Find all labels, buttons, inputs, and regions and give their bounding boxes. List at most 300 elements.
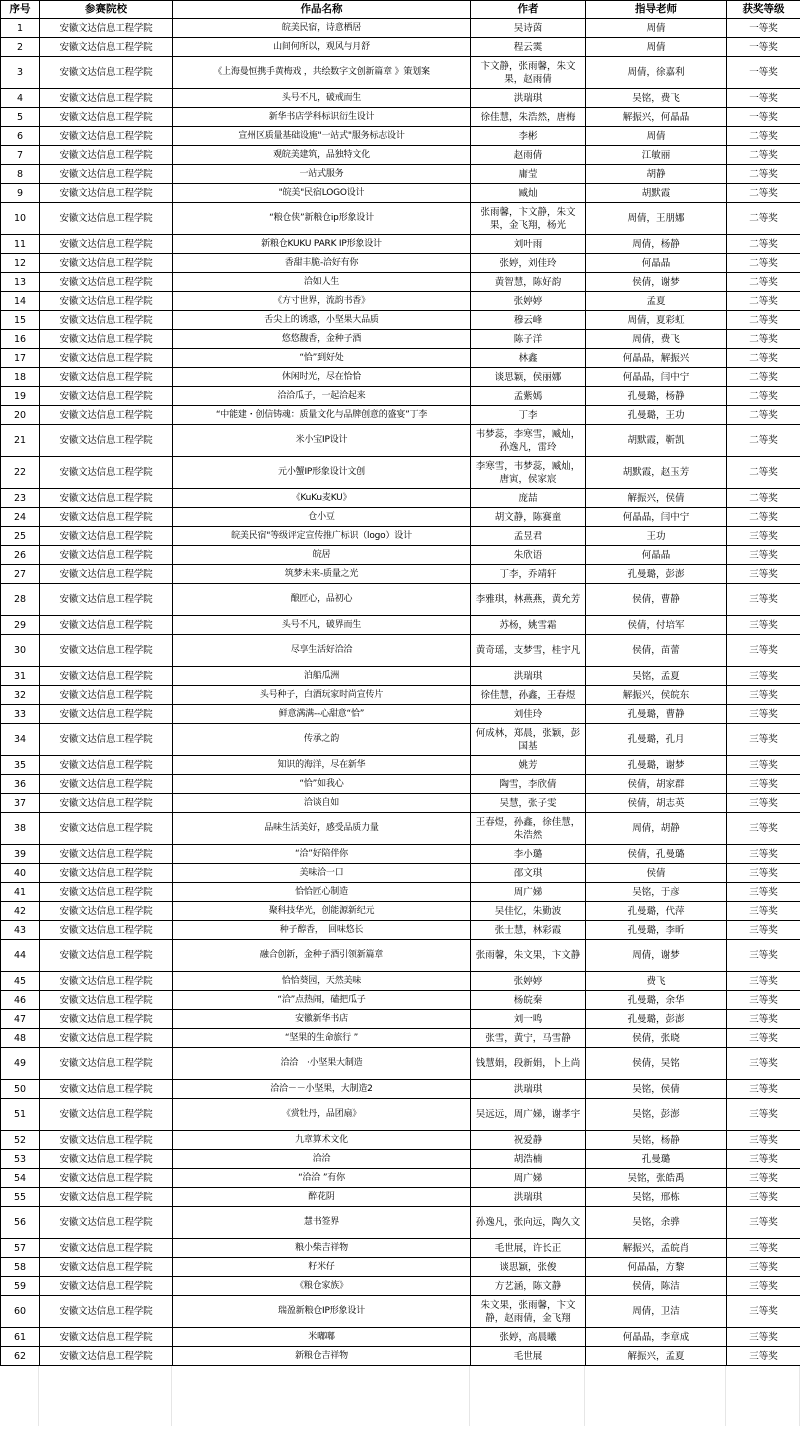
table-row — [1, 184, 800, 203]
header-no: 序号 — [1, 1, 40, 19]
cell-advisor: 孔曼璐，彭澎 — [586, 1010, 727, 1029]
cell-advisor: 侯倩，曹静 — [586, 584, 727, 616]
cell-school: 安徽文达信息工程学院 — [40, 921, 173, 940]
cell-no: 6 — [1, 127, 40, 146]
cell-title: “洽”点热闹，磕把瓜子 — [173, 991, 471, 1010]
cell-award: 三等奖 — [727, 794, 800, 813]
table-row — [1, 1258, 800, 1277]
cell-title: 《上海曼恒携手黄梅戏 ，共绘数字文创新篇章 》策划案 — [173, 57, 471, 89]
cell-no: 29 — [1, 616, 40, 635]
cell-award: 三等奖 — [727, 565, 800, 584]
table-row — [1, 349, 800, 368]
cell-school: 安徽文达信息工程学院 — [40, 1029, 173, 1048]
cell-no: 39 — [1, 845, 40, 864]
cell-author: 丁李，乔靖轩 — [471, 565, 586, 584]
cell-title: 一站式服务 — [173, 165, 471, 184]
empty-grid-area — [0, 1366, 800, 1426]
cell-advisor: 周倩 — [586, 38, 727, 57]
table-row — [1, 489, 800, 508]
cell-advisor: 吴铭，费飞 — [586, 89, 727, 108]
cell-title: 聚科技华光，创能源新纪元 — [173, 902, 471, 921]
cell-author: 洪瑞琪 — [471, 667, 586, 686]
table-row — [1, 1207, 800, 1239]
cell-advisor: 解振兴，何晶晶 — [586, 108, 727, 127]
cell-author: 臧灿 — [471, 184, 586, 203]
table-row — [1, 406, 800, 425]
cell-advisor: 解振兴，侯皖东 — [586, 686, 727, 705]
cell-author: 卞文静，张雨馨，朱文果，赵雨倩 — [471, 57, 586, 89]
cell-no: 30 — [1, 635, 40, 667]
cell-no: 41 — [1, 883, 40, 902]
cell-advisor: 吴铭，于彦 — [586, 883, 727, 902]
cell-school: 安徽文达信息工程学院 — [40, 686, 173, 705]
cell-no: 25 — [1, 527, 40, 546]
cell-school: 安徽文达信息工程学院 — [40, 1239, 173, 1258]
cell-school: 安徽文达信息工程学院 — [40, 1080, 173, 1099]
cell-award: 二等奖 — [727, 292, 800, 311]
cell-award: 三等奖 — [727, 1029, 800, 1048]
cell-no: 38 — [1, 813, 40, 845]
cell-advisor: 周倩，胡静 — [586, 813, 727, 845]
cell-no: 53 — [1, 1150, 40, 1169]
table-row — [1, 972, 800, 991]
cell-author: 吴诗茵 — [471, 19, 586, 38]
cell-school: 安徽文达信息工程学院 — [40, 902, 173, 921]
cell-title: 传承之韵 — [173, 724, 471, 756]
cell-title: 头号种子，白酒玩家时尚宣传片 — [173, 686, 471, 705]
table-row — [1, 146, 800, 165]
cell-school: 安徽文达信息工程学院 — [40, 1099, 173, 1131]
cell-award: 三等奖 — [727, 991, 800, 1010]
cell-award: 三等奖 — [727, 546, 800, 565]
cell-no: 49 — [1, 1048, 40, 1080]
table-row — [1, 38, 800, 57]
cell-title: 鲜意满满--心甜意“恰” — [173, 705, 471, 724]
cell-author: 孟昱君 — [471, 527, 586, 546]
cell-award: 二等奖 — [727, 273, 800, 292]
cell-award: 三等奖 — [727, 1131, 800, 1150]
cell-award: 三等奖 — [727, 940, 800, 972]
cell-school: 安徽文达信息工程学院 — [40, 616, 173, 635]
cell-award: 三等奖 — [727, 527, 800, 546]
grid-line — [584, 1366, 585, 1426]
cell-author: 毛世展，许长正 — [471, 1239, 586, 1258]
cell-title: 九章算术文化 — [173, 1131, 471, 1150]
cell-advisor: 王功 — [586, 527, 727, 546]
cell-school: 安徽文达信息工程学院 — [40, 1207, 173, 1239]
table-row — [1, 1150, 800, 1169]
cell-award: 一等奖 — [727, 89, 800, 108]
cell-school: 安徽文达信息工程学院 — [40, 813, 173, 845]
cell-author: 刘佳玲 — [471, 705, 586, 724]
cell-author: 张婷，刘佳玲 — [471, 254, 586, 273]
cell-title: 《赏牡丹，品团扇》 — [173, 1099, 471, 1131]
cell-title: 种子醇香， 回味悠长 — [173, 921, 471, 940]
cell-award: 三等奖 — [727, 705, 800, 724]
cell-award: 二等奖 — [727, 457, 800, 489]
table-row — [1, 368, 800, 387]
cell-school: 安徽文达信息工程学院 — [40, 1328, 173, 1347]
cell-author: 陶雪，李欣倩 — [471, 775, 586, 794]
cell-advisor: 解振兴，孟夏 — [586, 1347, 727, 1366]
cell-title: 慧书签界 — [173, 1207, 471, 1239]
cell-advisor: 孔曼璐，孔月 — [586, 724, 727, 756]
cell-advisor: 侯倩，胡家群 — [586, 775, 727, 794]
table-row — [1, 775, 800, 794]
table-row — [1, 1029, 800, 1048]
cell-title: 元小蟹IP形象设计文创 — [173, 457, 471, 489]
cell-advisor: 解振兴，侯倩 — [586, 489, 727, 508]
cell-title: “洽”好陪伴你 — [173, 845, 471, 864]
cell-title: 洽洽－－小坚果，大制造2 — [173, 1080, 471, 1099]
cell-title: 仓小豆 — [173, 508, 471, 527]
cell-author: 张婷，高晨曦 — [471, 1328, 586, 1347]
cell-title: 悠悠馥香，金种子酒 — [173, 330, 471, 349]
cell-school: 安徽文达信息工程学院 — [40, 330, 173, 349]
cell-author: 李小璐 — [471, 845, 586, 864]
cell-author: 刘一鸣 — [471, 1010, 586, 1029]
cell-award: 二等奖 — [727, 146, 800, 165]
cell-school: 安徽文达信息工程学院 — [40, 991, 173, 1010]
cell-author: 胡文静，陈赛童 — [471, 508, 586, 527]
cell-advisor: 孔曼璐，曹静 — [586, 705, 727, 724]
cell-award: 二等奖 — [727, 489, 800, 508]
table-row — [1, 127, 800, 146]
cell-author: 方艺涵，陈文静 — [471, 1277, 586, 1296]
cell-award: 三等奖 — [727, 864, 800, 883]
cell-title: 筑梦未来-质量之光 — [173, 565, 471, 584]
cell-school: 安徽文达信息工程学院 — [40, 425, 173, 457]
cell-school: 安徽文达信息工程学院 — [40, 972, 173, 991]
cell-advisor: 吴铭，侯倩 — [586, 1080, 727, 1099]
cell-award: 二等奖 — [727, 127, 800, 146]
cell-author: 张雨馨，朱文果，卞文静 — [471, 940, 586, 972]
cell-no: 19 — [1, 387, 40, 406]
cell-award: 二等奖 — [727, 235, 800, 254]
cell-advisor: 侯倩，胡志英 — [586, 794, 727, 813]
cell-award: 二等奖 — [727, 425, 800, 457]
cell-no: 18 — [1, 368, 40, 387]
cell-no: 1 — [1, 19, 40, 38]
table-row — [1, 508, 800, 527]
table-row — [1, 273, 800, 292]
cell-no: 24 — [1, 508, 40, 527]
cell-title: 洽如人生 — [173, 273, 471, 292]
cell-school: 安徽文达信息工程学院 — [40, 1131, 173, 1150]
cell-author: 钱慧娟，段新娟，卜上尚 — [471, 1048, 586, 1080]
cell-author: 洪瑞琪 — [471, 1188, 586, 1207]
cell-advisor: 孔曼璐，彭澎 — [586, 565, 727, 584]
cell-title: 山间何所以，观风与月舒 — [173, 38, 471, 57]
cell-title: “中能建・创信铸魂：质量文化与品牌创意的盛宴”丁李 — [173, 406, 471, 425]
cell-no: 5 — [1, 108, 40, 127]
cell-title: 皖居 — [173, 546, 471, 565]
cell-advisor: 吴铭，彭澎 — [586, 1099, 727, 1131]
table-row — [1, 902, 800, 921]
cell-no: 43 — [1, 921, 40, 940]
cell-no: 45 — [1, 972, 40, 991]
cell-no: 37 — [1, 794, 40, 813]
cell-award: 三等奖 — [727, 1328, 800, 1347]
cell-advisor: 孔曼璐，余华 — [586, 991, 727, 1010]
cell-school: 安徽文达信息工程学院 — [40, 457, 173, 489]
cell-advisor: 吴铭，杨静 — [586, 1131, 727, 1150]
cell-no: 15 — [1, 311, 40, 330]
cell-no: 56 — [1, 1207, 40, 1239]
cell-advisor: 何晶晶，闫中宁 — [586, 368, 727, 387]
cell-no: 44 — [1, 940, 40, 972]
cell-school: 安徽文达信息工程学院 — [40, 1296, 173, 1328]
cell-school: 安徽文达信息工程学院 — [40, 311, 173, 330]
cell-no: 12 — [1, 254, 40, 273]
cell-school: 安徽文达信息工程学院 — [40, 635, 173, 667]
cell-award: 一等奖 — [727, 19, 800, 38]
cell-no: 60 — [1, 1296, 40, 1328]
cell-school: 安徽文达信息工程学院 — [40, 508, 173, 527]
table-row — [1, 1296, 800, 1328]
cell-award: 三等奖 — [727, 1080, 800, 1099]
cell-author: 黄智慧，陈好韵 — [471, 273, 586, 292]
cell-no: 27 — [1, 565, 40, 584]
cell-award: 三等奖 — [727, 1099, 800, 1131]
cell-award: 二等奖 — [727, 387, 800, 406]
cell-author: 赵雨倩 — [471, 146, 586, 165]
cell-advisor: 侯倩，孔曼璐 — [586, 845, 727, 864]
table-row — [1, 705, 800, 724]
cell-title: 酿匠心，品初心 — [173, 584, 471, 616]
table-row — [1, 330, 800, 349]
cell-school: 安徽文达信息工程学院 — [40, 127, 173, 146]
cell-school: 安徽文达信息工程学院 — [40, 254, 173, 273]
cell-no: 50 — [1, 1080, 40, 1099]
cell-advisor: 侯倩，吴铭 — [586, 1048, 727, 1080]
table-row — [1, 57, 800, 89]
cell-no: 9 — [1, 184, 40, 203]
cell-title: 恰恰葵园，天然美味 — [173, 972, 471, 991]
cell-author: 谈思颖，张俊 — [471, 1258, 586, 1277]
cell-author: 朱欣语 — [471, 546, 586, 565]
cell-advisor: 孔曼璐，王功 — [586, 406, 727, 425]
cell-author: 庸莹 — [471, 165, 586, 184]
cell-advisor: 周倩，夏彩虹 — [586, 311, 727, 330]
cell-no: 34 — [1, 724, 40, 756]
cell-school: 安徽文达信息工程学院 — [40, 19, 173, 38]
cell-advisor: 孟夏 — [586, 292, 727, 311]
cell-author: 张士慧，林彩霞 — [471, 921, 586, 940]
cell-author: 徐佳慧，朱浩然，唐梅 — [471, 108, 586, 127]
cell-title: 知识的海洋，尽在新华 — [173, 756, 471, 775]
cell-author: 洪瑞琪 — [471, 1080, 586, 1099]
cell-school: 安徽文达信息工程学院 — [40, 940, 173, 972]
table-row — [1, 19, 800, 38]
cell-school: 安徽文达信息工程学院 — [40, 368, 173, 387]
cell-author: 李雅琪，林燕燕，黄允芳 — [471, 584, 586, 616]
cell-advisor: 孔曼璐，杨静 — [586, 387, 727, 406]
cell-no: 2 — [1, 38, 40, 57]
cell-school: 安徽文达信息工程学院 — [40, 1258, 173, 1277]
cell-no: 4 — [1, 89, 40, 108]
cell-advisor: 孔曼璐，代萍 — [586, 902, 727, 921]
cell-award: 三等奖 — [727, 724, 800, 756]
cell-award: 三等奖 — [727, 1347, 800, 1366]
cell-author: 韦梦蕊，李寒雪，臧灿，孙逸凡，雷玲 — [471, 425, 586, 457]
table-row — [1, 616, 800, 635]
cell-no: 35 — [1, 756, 40, 775]
table-row — [1, 1099, 800, 1131]
cell-author: 周广娣 — [471, 1169, 586, 1188]
cell-advisor: 周倩，王朋娜 — [586, 203, 727, 235]
table-row — [1, 203, 800, 235]
cell-title: 《KuKu麦KU》 — [173, 489, 471, 508]
table-row — [1, 165, 800, 184]
cell-award: 三等奖 — [727, 1207, 800, 1239]
cell-advisor: 胡静 — [586, 165, 727, 184]
table-row — [1, 457, 800, 489]
cell-title: 新粮仓KUKU PARK IP形象设计 — [173, 235, 471, 254]
cell-no: 11 — [1, 235, 40, 254]
cell-author: 张雪，黄宁，马雪静 — [471, 1029, 586, 1048]
cell-award: 三等奖 — [727, 1150, 800, 1169]
cell-no: 23 — [1, 489, 40, 508]
cell-title: 米嘟嘟 — [173, 1328, 471, 1347]
cell-school: 安徽文达信息工程学院 — [40, 883, 173, 902]
cell-no: 8 — [1, 165, 40, 184]
cell-advisor: 胡默霞，赵玉芳 — [586, 457, 727, 489]
cell-advisor: 吴铭，余骅 — [586, 1207, 727, 1239]
cell-school: 安徽文达信息工程学院 — [40, 864, 173, 883]
cell-school: 安徽文达信息工程学院 — [40, 1048, 173, 1080]
cell-award: 二等奖 — [727, 203, 800, 235]
cell-author: 祝爱静 — [471, 1131, 586, 1150]
cell-title: 洽洽 ·小坚果大制造 — [173, 1048, 471, 1080]
table-row — [1, 254, 800, 273]
cell-advisor: 何晶晶，方黎 — [586, 1258, 727, 1277]
cell-advisor: 周倩，徐嘉利 — [586, 57, 727, 89]
cell-author: 张婷婷 — [471, 972, 586, 991]
cell-no: 46 — [1, 991, 40, 1010]
table-row — [1, 883, 800, 902]
cell-author: 孟紫嫣 — [471, 387, 586, 406]
table-row — [1, 1347, 800, 1366]
cell-school: 安徽文达信息工程学院 — [40, 57, 173, 89]
cell-school: 安徽文达信息工程学院 — [40, 775, 173, 794]
cell-award: 三等奖 — [727, 1239, 800, 1258]
cell-school: 安徽文达信息工程学院 — [40, 273, 173, 292]
cell-school: 安徽文达信息工程学院 — [40, 1150, 173, 1169]
cell-advisor: 侯倩，陈洁 — [586, 1277, 727, 1296]
cell-advisor: 孔曼璐，谢梦 — [586, 756, 727, 775]
cell-advisor: 周倩，杨静 — [586, 235, 727, 254]
cell-school: 安徽文达信息工程学院 — [40, 667, 173, 686]
cell-title: “坚果的生命旅行 ” — [173, 1029, 471, 1048]
cell-advisor: 周倩 — [586, 127, 727, 146]
cell-award: 二等奖 — [727, 368, 800, 387]
table-row — [1, 991, 800, 1010]
cell-title: “粮仓侠”新粮仓ip形象设计 — [173, 203, 471, 235]
cell-award: 三等奖 — [727, 921, 800, 940]
cell-award: 三等奖 — [727, 584, 800, 616]
table-row — [1, 1239, 800, 1258]
cell-title: 洽洽 — [173, 1150, 471, 1169]
cell-author: 胡浩楠 — [471, 1150, 586, 1169]
cell-advisor: 侯倩，付培军 — [586, 616, 727, 635]
cell-school: 安徽文达信息工程学院 — [40, 724, 173, 756]
cell-school: 安徽文达信息工程学院 — [40, 584, 173, 616]
cell-school: 安徽文达信息工程学院 — [40, 527, 173, 546]
cell-title: 舌尖上的诱惑，小坚果大品质 — [173, 311, 471, 330]
cell-school: 安徽文达信息工程学院 — [40, 387, 173, 406]
cell-no: 48 — [1, 1029, 40, 1048]
cell-author: 李寒雪，韦梦蕊，臧灿，唐寅，侯家宸 — [471, 457, 586, 489]
cell-title: 新粮仓吉祥物 — [173, 1347, 471, 1366]
cell-no: 26 — [1, 546, 40, 565]
cell-title: 皖美民宿"等级评定宣传推广标识（logo）设计 — [173, 527, 471, 546]
cell-school: 安徽文达信息工程学院 — [40, 489, 173, 508]
cell-no: 32 — [1, 686, 40, 705]
cell-award: 二等奖 — [727, 508, 800, 527]
table-row — [1, 794, 800, 813]
cell-school: 安徽文达信息工程学院 — [40, 845, 173, 864]
header-title: 作品名称 — [173, 1, 471, 19]
table-row — [1, 756, 800, 775]
cell-author: 林鑫 — [471, 349, 586, 368]
cell-title: “洽洽 ”有你 — [173, 1169, 471, 1188]
cell-author: 朱文果，张雨馨，卞文静，赵雨倩，金飞翔 — [471, 1296, 586, 1328]
table-row — [1, 1010, 800, 1029]
cell-title: “恰”如我心 — [173, 775, 471, 794]
cell-title: 《方寸世界，流韵书香》 — [173, 292, 471, 311]
cell-author: 吴远远，周广娣，谢孝宇 — [471, 1099, 586, 1131]
cell-advisor: 何晶晶，解振兴 — [586, 349, 727, 368]
cell-no: 36 — [1, 775, 40, 794]
grid-line — [171, 1366, 172, 1426]
cell-title: 美味洽一口 — [173, 864, 471, 883]
cell-no: 31 — [1, 667, 40, 686]
table-row — [1, 235, 800, 254]
cell-award: 三等奖 — [727, 756, 800, 775]
cell-author: 姚芳 — [471, 756, 586, 775]
cell-school: 安徽文达信息工程学院 — [40, 1169, 173, 1188]
cell-title: 米小宝IP设计 — [173, 425, 471, 457]
cell-award: 一等奖 — [727, 38, 800, 57]
cell-advisor: 何晶晶 — [586, 546, 727, 565]
cell-title: 皖美民宿，诗意栖居 — [173, 19, 471, 38]
cell-no: 55 — [1, 1188, 40, 1207]
cell-advisor: 孔曼璐，李昕 — [586, 921, 727, 940]
table-row — [1, 108, 800, 127]
cell-advisor: 周倩，谢梦 — [586, 940, 727, 972]
cell-advisor: 周倩，费飞 — [586, 330, 727, 349]
cell-school: 安徽文达信息工程学院 — [40, 146, 173, 165]
cell-title: 品味生活美好，感受品质力量 — [173, 813, 471, 845]
cell-award: 三等奖 — [727, 1048, 800, 1080]
cell-school: 安徽文达信息工程学院 — [40, 546, 173, 565]
table-row — [1, 292, 800, 311]
cell-advisor: 胡默霞 — [586, 184, 727, 203]
table-row — [1, 940, 800, 972]
cell-no: 13 — [1, 273, 40, 292]
table-row — [1, 89, 800, 108]
cell-title: 香甜丰脆-洽好有你 — [173, 254, 471, 273]
cell-award: 三等奖 — [727, 1277, 800, 1296]
cell-author: 张婷婷 — [471, 292, 586, 311]
table-row — [1, 1188, 800, 1207]
cell-advisor: 侯倩，苗蕾 — [586, 635, 727, 667]
cell-school: 安徽文达信息工程学院 — [40, 38, 173, 57]
table-row — [1, 921, 800, 940]
cell-school: 安徽文达信息工程学院 — [40, 1188, 173, 1207]
cell-school: 安徽文达信息工程学院 — [40, 1010, 173, 1029]
